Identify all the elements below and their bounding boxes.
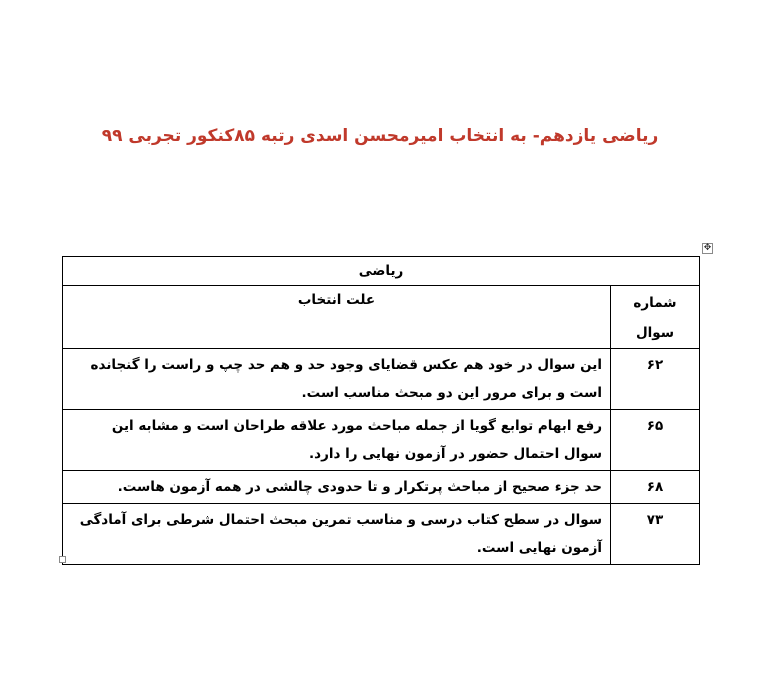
row-number: ۶۵ — [611, 410, 700, 471]
table-row — [63, 504, 700, 565]
table-row — [63, 471, 700, 504]
row-number: ۶۲ — [611, 349, 700, 410]
selection-table — [62, 256, 700, 565]
table-row — [63, 349, 700, 410]
table-caption: ریاضی — [63, 257, 700, 286]
header-reason: علت انتخاب — [63, 286, 611, 349]
row-reason: رفع ابهام توابع گویا از جمله مباحث مورد علاقه طراحان است و مشابه این سوال احتمال حضور در آزمون نهایی را دارد. — [63, 410, 611, 471]
header-number — [611, 286, 700, 349]
row-number: ۷۳ — [611, 504, 700, 565]
row-reason: این سوال در خود هم عکس قضایای وجود حد و هم حد چپ و راست را گنجانده است و برای مرور این دو مبحث مناسب است. — [63, 349, 611, 410]
table-row — [63, 410, 700, 471]
row-number: ۶۸ — [611, 471, 700, 504]
header-number-label: شماره سوال — [633, 295, 677, 341]
move-handle-icon[interactable]: ✥ — [703, 243, 712, 253]
row-reason: حد جزء صحیح از مباحث پرتکرار و تا حدودی چالشی در همه آزمون هاست. — [63, 471, 611, 504]
row-reason: سوال در سطح کتاب درسی و مناسب تمرین مبحث احتمال شرطی برای آمادگی آزمون نهایی است. — [63, 504, 611, 565]
resize-handle-icon[interactable] — [59, 556, 66, 563]
document-title: ریاضی یازدهم- به انتخاب امیرمحسن اسدی رتبه ۸۵کنکور تجربی ۹۹ — [101, 126, 659, 146]
